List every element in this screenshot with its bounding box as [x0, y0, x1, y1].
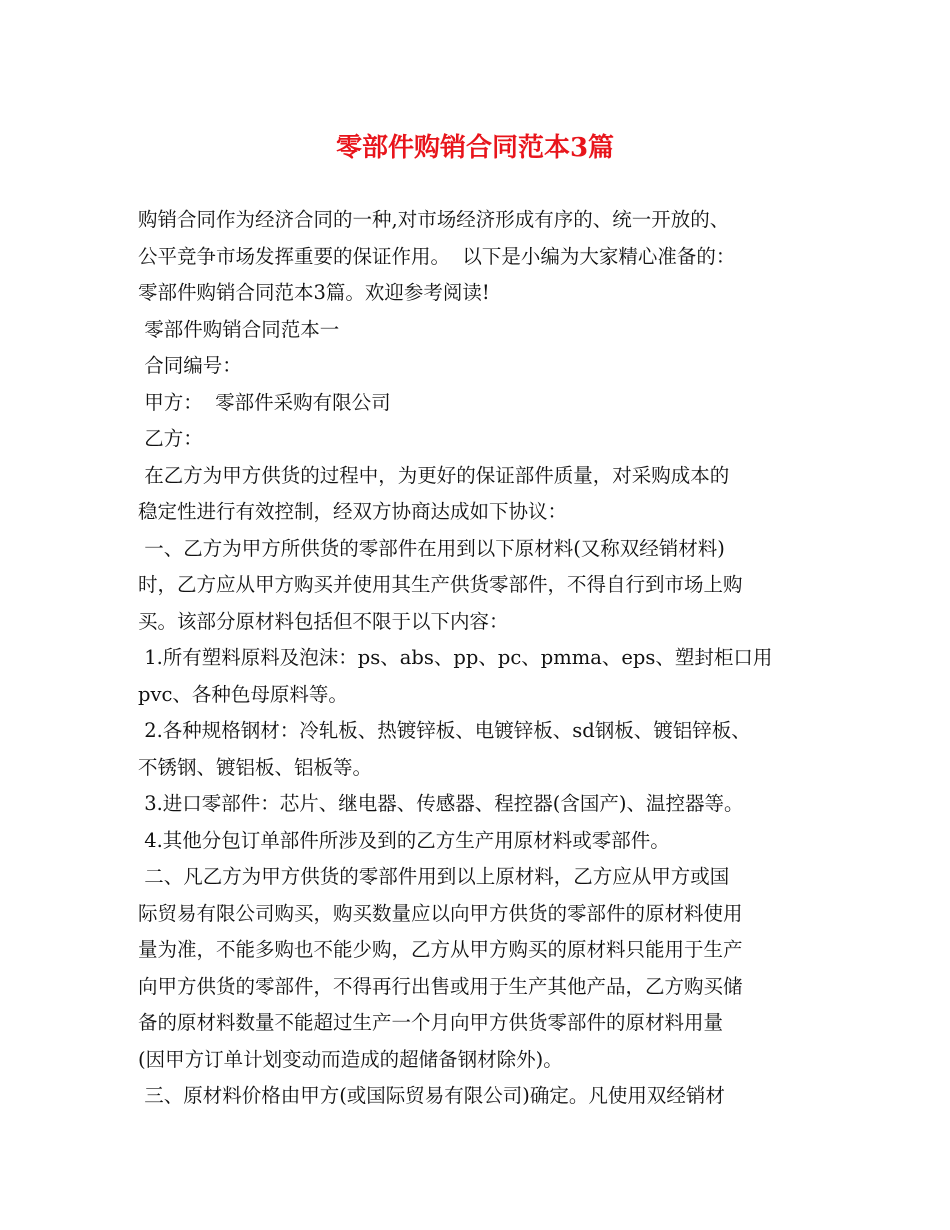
clause-line: 向甲方供货的零部件，不得再行出售或用于生产其他产品，乙方购买储: [138, 974, 743, 998]
clause-line: 际贸易有限公司购买，购买数量应以向甲方供货的零部件的原材料使用: [138, 901, 743, 925]
paragraph-line: 零部件购销合同范本3篇。欢迎参考阅读!: [138, 281, 490, 304]
clause-line: 一、乙方为甲方所供货的零部件在用到以下原材料(又称双经销材料): [138, 536, 725, 560]
clause-line: 时，乙方应从甲方购买并使用其生产供货零部件，不得自行到市场上购: [138, 573, 743, 596]
document-body: [138, 202, 828, 1115]
list-item-line: 4.其他分包订单部件所涉及到的乙方生产用原材料或零部件。: [138, 828, 670, 852]
document-title: 零部件购销合同范本3篇: [335, 133, 615, 163]
list-item-line: 1.所有塑料原料及泡沫：ps、abs、pp、pc、pmma、eps、塑封柜口用: [138, 646, 773, 669]
paragraph-line: 购销合同作为经济合同的一种,对市场经济形成有序的、统一开放的、: [138, 208, 730, 231]
party-b-line: 乙方：: [138, 427, 203, 450]
clause-line: 三、原材料价格由甲方(或国际贸易有限公司)确定。凡使用双经销材: [138, 1084, 725, 1107]
clause-line: 量为准，不能多购也不能少购，乙方从甲方购买的原材料只能用于生产: [138, 938, 743, 961]
section-heading: 零部件购销合同范本一: [138, 317, 340, 341]
contract-number-label: 合同编号：: [138, 354, 242, 377]
list-item-line: 2.各种规格钢材：冷轧板、热镀锌板、电镀锌板、sd钢板、镀铝锌板、: [138, 719, 751, 742]
list-item-line: 3.进口零部件：芯片、继电器、传感器、程控器(含国产)、温控器等。: [138, 792, 744, 815]
clause-line: (因甲方订单计划变动而造成的超储备钢材除外)。: [138, 1047, 563, 1071]
party-a-line: 甲方： 零部件采购有限公司: [138, 390, 391, 414]
paragraph-line: 公平竞争市场发挥重要的保证作用。 以下是小编为大家精心准备的：: [138, 244, 736, 268]
list-item-line: pvc、各种色母原料等。: [138, 682, 348, 706]
clause-line: 二、凡乙方为甲方供货的零部件用到以上原材料，乙方应从甲方或国: [138, 865, 730, 888]
clause-line: 备的原材料数量不能超过生产一个月向甲方供货零部件的原材料用量: [138, 1011, 724, 1034]
list-item-line: 不锈钢、镀铝板、铝板等。: [138, 755, 373, 779]
paragraph-line: 稳定性进行有效控制，经双方协商达成如下协议：: [138, 500, 568, 523]
paragraph-line: 在乙方为甲方供货的过程中，为更好的保证部件质量，对采购成本的: [138, 463, 730, 487]
clause-line: 买。该部分原材料包括但不限于以下内容：: [138, 609, 509, 633]
